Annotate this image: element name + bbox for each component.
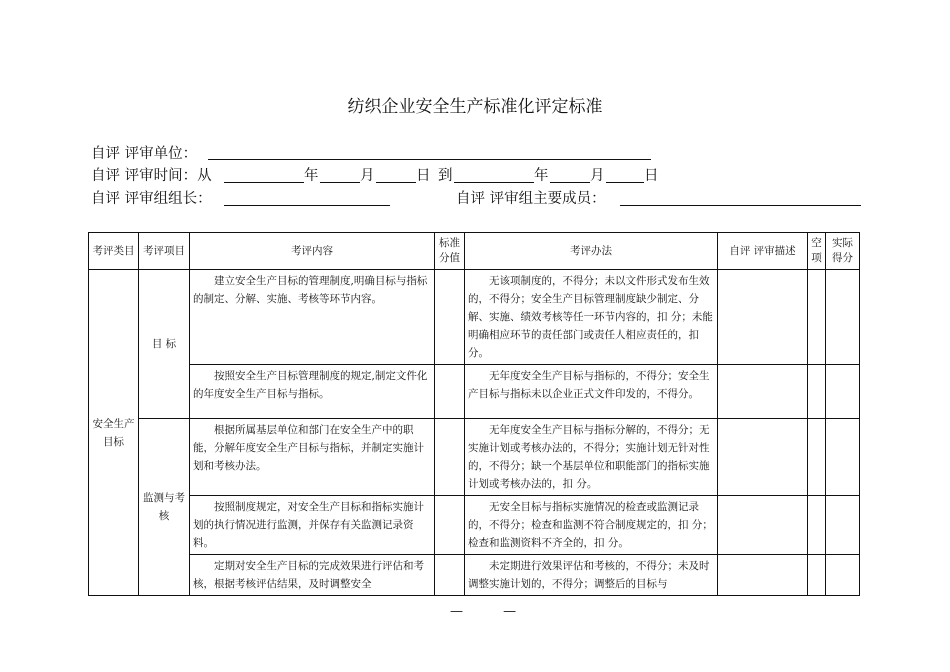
method-cell: 无年度安全生产目标与指标的，不得分；安全生产目标与指标未以企业正式文件印发的，不得分。 (465, 365, 718, 419)
score-cell[interactable] (435, 555, 465, 596)
end-month-field[interactable] (550, 181, 590, 183)
header-row (89, 233, 860, 270)
col-method: 考评办法 (465, 233, 718, 270)
leader-field[interactable] (224, 204, 390, 206)
desc-cell[interactable] (718, 555, 808, 596)
table-row (89, 419, 860, 496)
method-cell: 无安全目标与指标实施情况的检查或监测记录的，不得分；检查和监测不符合制度规定的，扣 分；检查和监测资料不齐全的，扣 分。 (465, 496, 718, 555)
page-number: — — (450, 604, 535, 619)
to-label: 到 (438, 168, 453, 184)
content-cell: 根据所属基层单位和部门在安全生产中的职能，分解年度安全生产目标与指标，并制定实施计划和考核办法。 (190, 419, 435, 496)
category-cell: 安全生产目标 (89, 270, 139, 596)
empty-cell[interactable] (808, 496, 826, 555)
unit-label: 自评 评审单位： (91, 146, 198, 162)
score-cell[interactable] (435, 496, 465, 555)
desc-cell[interactable] (718, 270, 808, 365)
start-month-field[interactable] (320, 181, 360, 183)
empty-cell[interactable] (808, 365, 826, 419)
actual-cell[interactable] (826, 555, 860, 596)
score-cell[interactable] (435, 270, 465, 365)
month-label-1: 月 (360, 168, 375, 184)
end-year-field[interactable] (454, 181, 534, 183)
desc-cell[interactable] (718, 496, 808, 555)
score-cell[interactable] (435, 365, 465, 419)
table-row (89, 365, 860, 419)
table-row (89, 496, 860, 555)
desc-cell[interactable] (718, 365, 808, 419)
empty-cell[interactable] (808, 555, 826, 596)
method-cell: 无该项制度的，不得分；未以文件形式发布生效的，不得分；安全生产目标管理制度缺少制定、分解、实施、绩效考核等任一环节内容的，扣 分；未能明确相应环节的责任部门或责任人相应责任的，扣 分。 (465, 270, 718, 365)
item-goal-cell: 目 标 (139, 270, 190, 419)
members-field[interactable] (620, 204, 861, 206)
day-label-2: 日 (644, 168, 659, 184)
col-category: 考评类目 (89, 233, 139, 270)
month-label-2: 月 (590, 168, 605, 184)
actual-cell[interactable] (826, 496, 860, 555)
members-label: 自评 评审组主要成员： (456, 191, 606, 207)
empty-cell[interactable] (808, 270, 826, 365)
actual-cell[interactable] (826, 270, 860, 365)
col-item: 考评项目 (139, 233, 190, 270)
table-row (89, 270, 860, 365)
day-label-1: 日 (416, 168, 431, 184)
empty-cell[interactable] (808, 419, 826, 496)
col-score: 标准分值 (435, 233, 465, 270)
year-label-2: 年 (534, 168, 549, 184)
time-label: 自评 评审时间：从 (91, 168, 212, 184)
leader-label: 自评 评审组组长： (91, 191, 212, 207)
start-year-field[interactable] (224, 181, 304, 183)
content-cell: 按照安全生产目标管理制度的规定,制定文件化的年度安全生产目标与指标。 (190, 365, 435, 419)
table-row (89, 555, 860, 596)
content-cell: 定期对安全生产目标的完成效果进行评估和考核，根据考核评估结果，及时调整安全 (190, 555, 435, 596)
col-desc: 自评 评审描述 (718, 233, 808, 270)
content-cell: 按照制度规定，对安全生产目标和指标实施计划的执行情况进行监测，并保存有关监测记录资料。 (190, 496, 435, 555)
col-actual: 实际得分 (826, 233, 860, 270)
evaluation-table (88, 232, 860, 596)
item-monitor-cell: 监测与考核 (139, 419, 190, 596)
method-cell: 未定期进行效果评估和考核的，不得分；未及时调整实施计划的，不得分；调整后的目标与 (465, 555, 718, 596)
end-day-field[interactable] (606, 181, 644, 183)
document-title: 纺织企业安全生产标准化评定标准 (347, 97, 603, 117)
col-content: 考评内容 (190, 233, 435, 270)
year-label-1: 年 (304, 168, 319, 184)
content-cell: 建立安全生产目标的管理制度,明确目标与指标的制定、分解、实施、考核等环节内容。 (190, 270, 435, 365)
start-day-field[interactable] (376, 181, 416, 183)
actual-cell[interactable] (826, 365, 860, 419)
score-cell[interactable] (435, 419, 465, 496)
actual-cell[interactable] (826, 419, 860, 496)
col-empty: 空项 (808, 233, 826, 270)
method-cell: 无年度安全生产目标与指标分解的，不得分；无实施计划或考核办法的，不得分；实施计划无针对性的，不得分；缺一个基层单位和职能部门的指标实施计划或考核办法的，扣 分。 (465, 419, 718, 496)
desc-cell[interactable] (718, 419, 808, 496)
unit-field[interactable] (208, 158, 651, 160)
